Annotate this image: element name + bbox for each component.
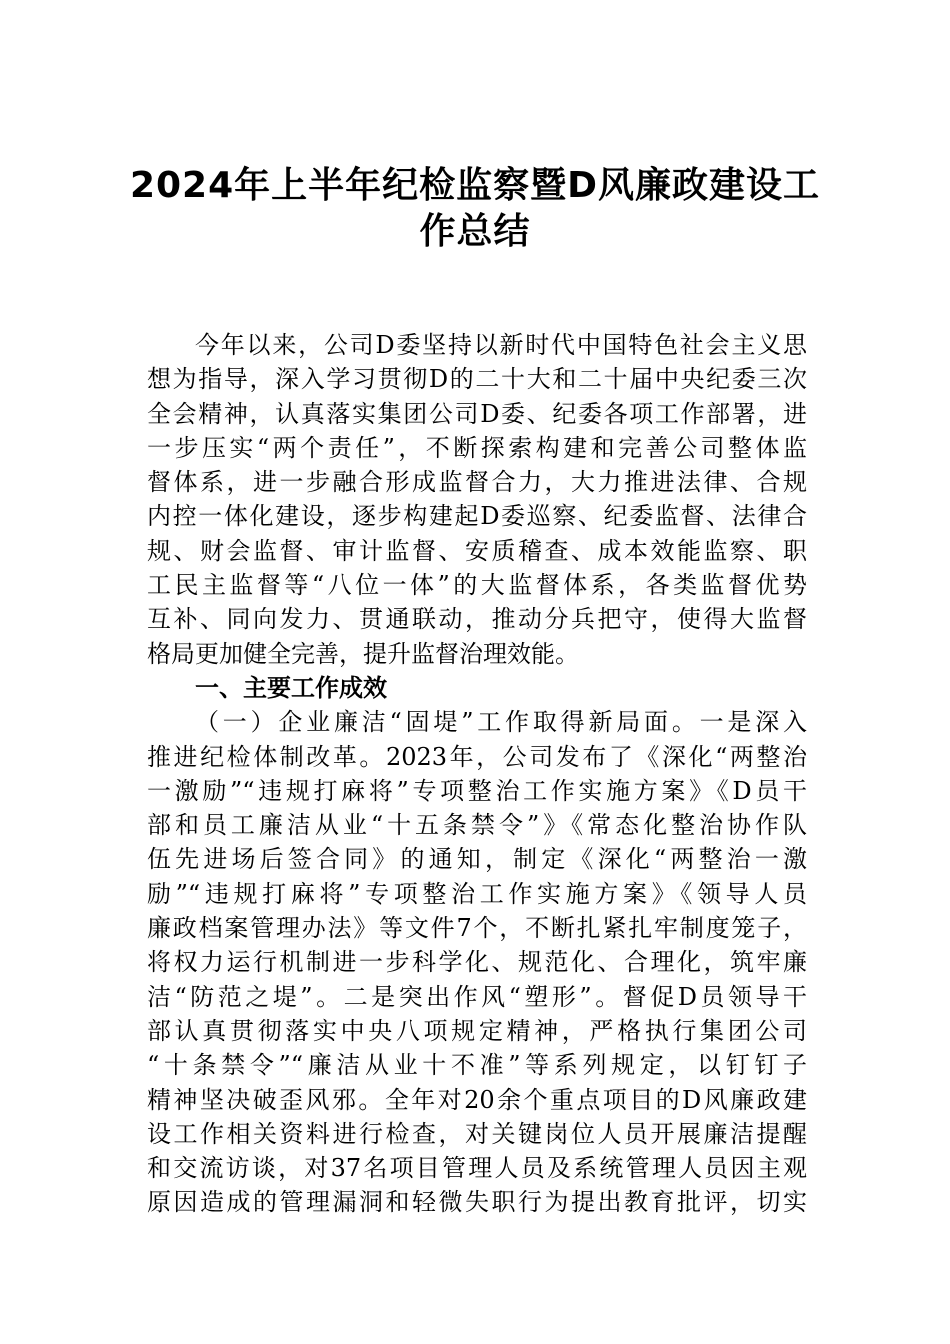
intro-paragraph-line: 内控一体化建设，逐步构建起D委巡察、纪委监督、法律合 [147, 502, 807, 531]
section-paragraph-line: 一激励”“违规打麻将”专项整治工作实施方案》《D员干 [147, 776, 807, 805]
section-paragraph-line: 部认真贯彻落实中央八项规定精神，严格执行集团公司 [147, 1016, 807, 1045]
section-paragraph-line: （一）企业廉洁“固堤”工作取得新局面。一是深入 [195, 708, 807, 737]
section-paragraph-line: 励”“违规打麻将”专项整治工作实施方案》《领导人员 [147, 879, 807, 908]
section-heading: 一、主要工作成效 [195, 673, 387, 702]
document-title-line-2: 作总结 [419, 211, 531, 252]
intro-paragraph-line: 一步压实“两个责任”，不断探索构建和完善公司整体监 [147, 433, 807, 462]
section-paragraph-line: 将权力运行机制进一步科学化、规范化、合理化，筑牢廉 [147, 948, 807, 977]
intro-paragraph-line: 今年以来，公司D委坚持以新时代中国特色社会主义思 [195, 331, 807, 359]
section-paragraph-line: 精神坚决破歪风邪。全年对20余个重点项目的D风廉政建 [147, 1085, 807, 1114]
intro-paragraph-line: 格局更加健全完善，提升监督治理效能。 [147, 639, 579, 668]
intro-paragraph-line: 督体系，进一步融合形成监督合力，大力推进法律、合规 [147, 468, 807, 497]
section-paragraph-line: 和交流访谈，对37名项目管理人员及系统管理人员因主观 [147, 1154, 807, 1183]
section-paragraph-line: 伍先进场后签合同》的通知，制定《深化“两整治一激 [147, 845, 807, 874]
section-paragraph-line: 廉政档案管理办法》等文件7个，不断扎紧扎牢制度笼子， [147, 914, 807, 943]
section-paragraph-line: “十条禁令”“廉洁从业十不准”等系列规定，以钉钉子 [147, 1051, 807, 1080]
intro-paragraph-line: 规、财会监督、审计监督、安质稽查、成本效能监察、职 [147, 536, 807, 565]
document-body [147, 328, 807, 1220]
section-paragraph-line: 部和员工廉洁从业“十五条禁令”》《常态化整治协作队 [147, 811, 807, 840]
intro-paragraph-line: 想为指导，深入学习贯彻D的二十大和二十届中央纪委三次 [147, 365, 807, 394]
section-paragraph-line: 推进纪检体制改革。2023年，公司发布了《深化“两整治 [147, 742, 807, 771]
section-paragraph-line: 设工作相关资料进行检查，对关键岗位人员开展廉洁提醒 [147, 1119, 807, 1148]
section-paragraph-line: 洁“防范之堤”。二是突出作风“塑形”。督促D员领导干 [147, 982, 807, 1011]
intro-paragraph-line: 全会精神，认真落实集团公司D委、纪委各项工作部署，进 [147, 399, 807, 428]
document-title-line-1: 2024年上半年纪检监察暨D风廉政建设工 [129, 165, 821, 206]
intro-paragraph-line: 工民主监督等“八位一体”的大监督体系，各类监督优势 [147, 571, 807, 600]
section-paragraph-line: 原因造成的管理漏洞和轻微失职行为提出教育批评，切实 [147, 1188, 807, 1217]
intro-paragraph-line: 互补、同向发力、贯通联动，推动分兵把守，使得大监督 [147, 605, 807, 634]
